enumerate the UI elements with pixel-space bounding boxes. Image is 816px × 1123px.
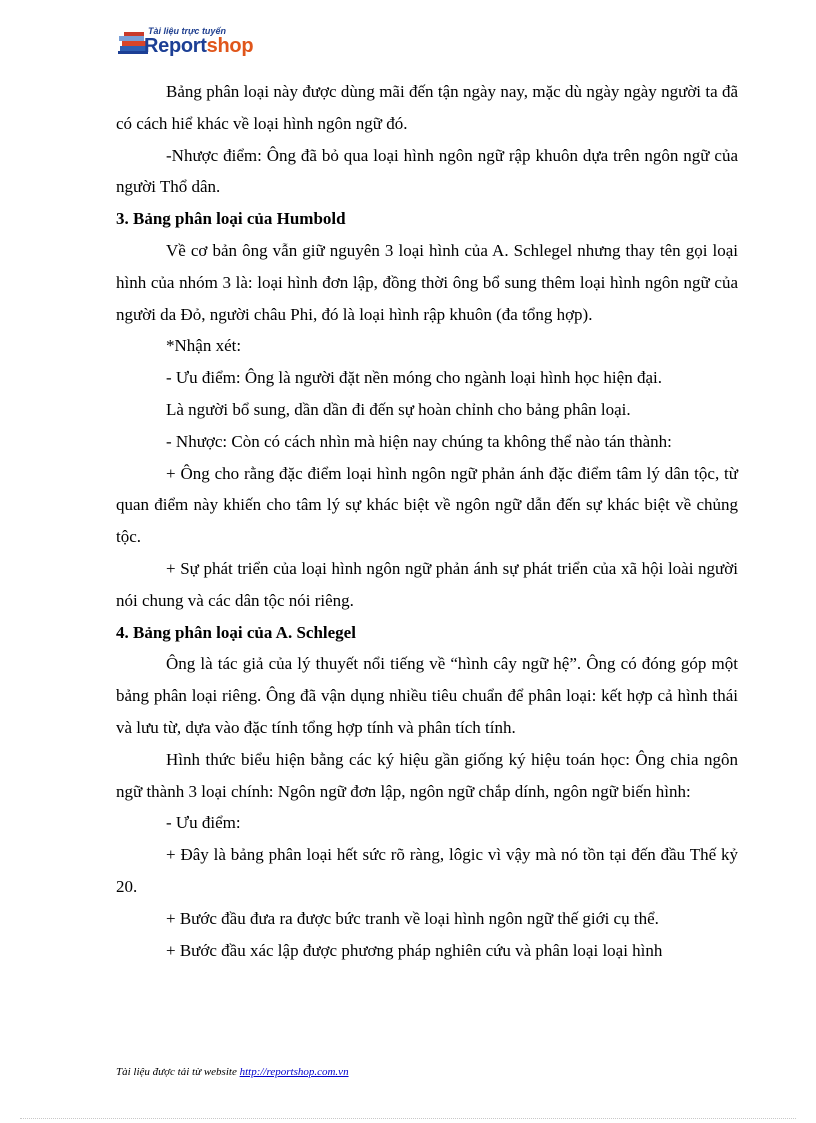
page-footer xyxy=(116,1066,349,1078)
paragraph: + Ông cho rằng đặc điểm loại hình ngôn ngữ phản ánh đặc điểm tâm lý dân tộc, từ quan điểm này khiến cho tâm lý sự khác biệt về ngôn ngữ dẫn đến sự khác biệt về chủng tộc. xyxy=(116,463,738,547)
paragraph: - Ưu điểm: Ông là người đặt nền móng cho ngành loại hình học hiện đại. xyxy=(166,368,662,388)
logo-name-part1: Report xyxy=(144,35,207,57)
paragraph: + Đây là bảng phân loại hết sức rõ ràng, lôgic vì vậy mà nó tồn tại đến đầu Thế kỷ 20. xyxy=(116,845,738,896)
paragraph: Bảng phân loại này được dùng mãi đến tận ngày nay, mặc dù ngày ngày người ta đã có cách hiể khác về loại hình ngôn ngữ đó. xyxy=(116,82,738,133)
logo-tagline: Tài liệu trực tuyến xyxy=(148,26,226,36)
paragraph: Về cơ bản ông vẫn giữ nguyên 3 loại hình của A. Schlegel nhưng thay tên gọi loại hình của nhóm 3 là: loại hình đơn lập, đồng thời ông bổ sung thêm loại hình ngôn ngữ của người da Đỏ, người châu Phi, đó là loại hình rập khuôn (đa tổng hợp). xyxy=(116,240,738,324)
reportshop-logo xyxy=(118,26,288,58)
document-body xyxy=(116,76,738,966)
paragraph: + Sự phát triển của loại hình ngôn ngữ phản ánh sự phát triển của xã hội loài người nói chung và các dân tộc nói riêng. xyxy=(116,558,738,610)
paragraph: + Bước đầu xác lập được phương pháp nghiên cứu và phân loại loại hình xyxy=(166,940,663,960)
footer-divider xyxy=(20,1118,796,1119)
paragraph: Ông là tác giả của lý thuyết nổi tiếng về “hình cây ngữ hệ”. Ông có đóng góp một bảng phân loại riêng. Ông đã vận dụng nhiều tiêu chuẩn để phân loại: kết hợp cả hình thái và lưu từ, dựa vào đặc tính tổng hợp tính và phân tích tính. xyxy=(116,654,738,737)
paragraph: - Ưu điểm: xyxy=(166,813,241,833)
paragraph: Hình thức biểu hiện bằng các ký hiệu gần giống ký hiệu toán học: Ông chia ngôn ngữ thành 3 loại chính: Ngôn ngữ đơn lập, ngôn ngữ chắp dính, ngôn ngữ biến hình: xyxy=(116,749,738,801)
paragraph: Là người bổ sung, dần dần đi đến sự hoàn chỉnh cho bảng phân loại. xyxy=(166,399,631,419)
section-heading: 4. Bảng phân loại của A. Schlegel xyxy=(116,622,356,642)
logo-name-part2: shop xyxy=(206,35,254,57)
footer-website-link[interactable]: http://reportshop.com.vn xyxy=(239,1066,349,1078)
logo-name xyxy=(144,35,253,58)
footer-label: Tài liệu được tải từ website xyxy=(116,1066,237,1078)
paragraph: + Bước đầu đưa ra được bức tranh về loại hình ngôn ngữ thế giới cụ thể. xyxy=(166,908,659,928)
paragraph: -Nhược điểm: Ông đã bỏ qua loại hình ngôn ngữ rập khuôn dựa trên ngôn ngữ của người Thổ dân. xyxy=(116,145,738,197)
section-heading: 3. Bảng phân loại của Humbold xyxy=(116,209,346,229)
paragraph: - Nhược: Còn có cách nhìn mà hiện nay chúng ta không thể nào tán thành: xyxy=(166,431,672,451)
paragraph: *Nhận xét: xyxy=(166,336,242,356)
